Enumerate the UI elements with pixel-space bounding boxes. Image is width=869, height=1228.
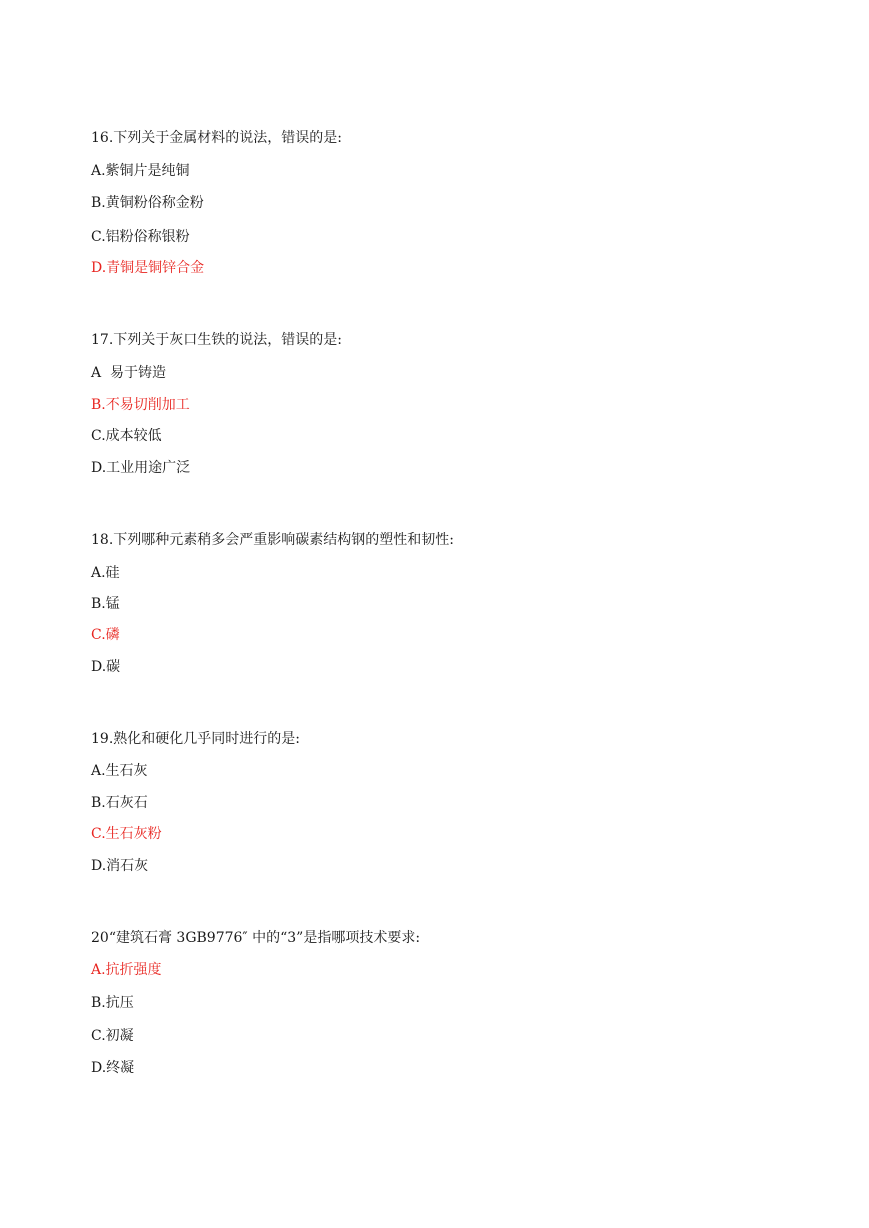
question-18-option-a: A.硅: [91, 565, 120, 581]
question-20-stem: 20“建筑石膏 3GB9776″ 中的“3”是指哪项技术要求:: [91, 930, 421, 946]
question-20-option-c: C.初凝: [91, 1028, 134, 1044]
question-17-option-a: A 易于铸造: [91, 365, 167, 381]
question-19-option-a: A.生石灰: [91, 763, 148, 779]
question-18-option-b: B.锰: [91, 596, 120, 612]
question-19-option-b: B.石灰石: [91, 795, 148, 811]
question-16-option-a: A.紫铜片是纯铜: [91, 163, 190, 179]
question-18-option-d: D.碳: [91, 659, 121, 675]
question-17-option-c: C.成本较低: [91, 428, 162, 444]
question-19-option-c-answer: C.生石灰粉: [91, 826, 162, 842]
question-18-stem: 18.下列哪种元素稍多会严重影响碳素结构钢的塑性和韧性:: [91, 532, 454, 548]
question-19-option-d: D.消石灰: [91, 858, 149, 874]
question-17-option-b-answer: B.不易切削加工: [91, 397, 190, 413]
question-19-stem: 19.熟化和硬化几乎同时进行的是:: [91, 731, 300, 747]
question-17-stem: 17.下列关于灰口生铁的说法，错误的是:: [91, 332, 342, 348]
question-18-option-c-answer: C.磷: [91, 627, 120, 643]
question-20-option-a-answer: A.抗折强度: [91, 962, 162, 978]
question-20-option-d: D.终凝: [91, 1060, 135, 1076]
question-16-option-c: C.铝粉俗称银粉: [91, 229, 190, 245]
question-17-option-d: D.工业用途广泛: [91, 460, 191, 476]
question-16-option-d-answer: D.青铜是铜锌合金: [91, 260, 205, 276]
question-16-option-b: B.黄铜粉俗称金粉: [91, 195, 204, 211]
question-20-option-b: B.抗压: [91, 995, 134, 1011]
question-16-stem: 16.下列关于金属材料的说法，错误的是:: [91, 130, 342, 146]
